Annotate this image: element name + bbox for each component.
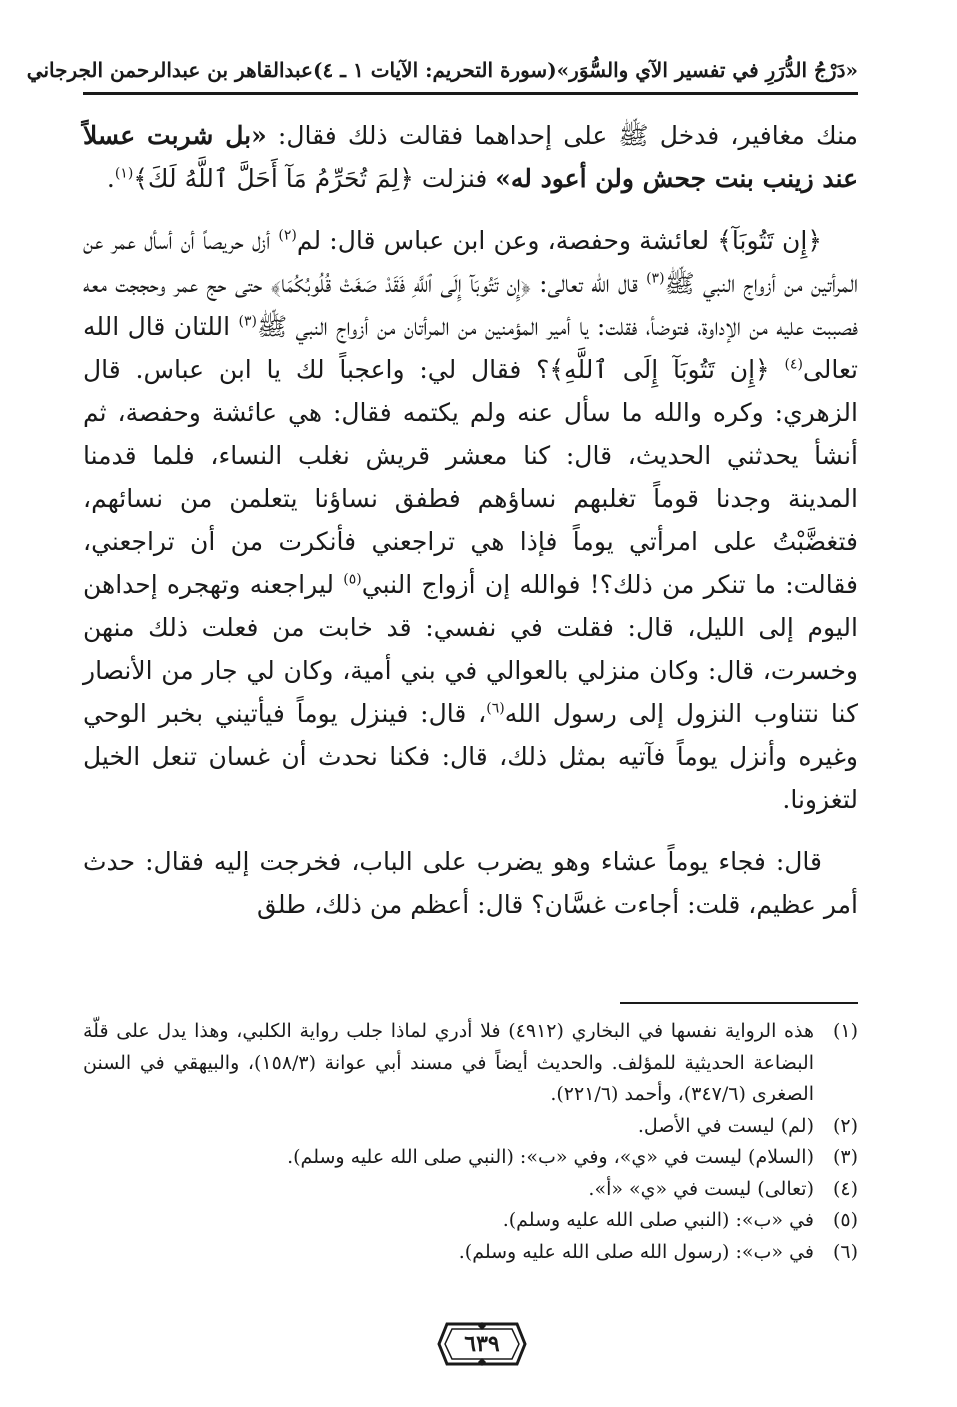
footnote-number: (٣): [832, 1146, 858, 1168]
p2-text-c: قال الله تعالى: ﴿إِن تَتُوبَآ إِلَى ٱللَّهِ فَقَدْ صَغَتْ قُلُوبُكُمَا﴾ حتى حج عمر وحججت معه فصببت عليه من الإداوة، فتوضأ، فقلت: يا أمير المؤمنين من المرأتان من أزواج النبي ﷺ: [83, 269, 858, 341]
author-name: عبدالقاهر بن عبدالرحمن الجرجاني: [26, 58, 313, 82]
footnote-1: [83, 1016, 858, 1111]
footnote-6: [83, 1237, 858, 1269]
header-rule: [83, 92, 858, 95]
page-number: ٦٣٩: [464, 1331, 500, 1357]
footnote-text: (لم) ليست في الأصل.: [637, 1114, 814, 1137]
book-title: «دَرْجُ الدُّرَرِ في تفسير الآي والسُّوَر»: [556, 58, 858, 82]
footnote-ref-1: (١): [114, 165, 134, 182]
footnotes: [83, 1016, 858, 1268]
footnote-text: في «ب»: (رسول الله صلى الله عليه وسلم).: [458, 1240, 814, 1263]
footnote-ref-4: (٤): [784, 356, 803, 373]
footnote-number: (٢): [832, 1114, 858, 1137]
p2-text-g: ، قال: فينزل يوماً فيأتيني بخبر الوحي وغيره وأنزل يوماً فآتيه بمثل ذلك، قال: فكنا نحدث أن غسان تنعل الخيل لتغزونا.: [83, 699, 858, 814]
p1-text-c: فنزلت ﴿لِمَ تُحَرِّمُ مَآ أَحَلَّ ٱللَّهُ لَكَ﴾: [133, 164, 496, 193]
p2-text-a: ﴿إِن تَتُوبَآ﴾ لعائشة وحفصة، وعن ابن عباس قال: لم: [296, 226, 822, 255]
footnote-text: هذه الرواية نفسها في البخاري (٤٩١٢) فلا أدري لماذا جلب رواية الكلبي، وهذا يدل على قلّة البضاعة الحديثية للمؤلف. والحديث أيضاً في مسند أبي عوانة (١٥٨/٣)، والبيهقي في السنن الصغرى (٣٤٧/٦)، وأحمد (٢٢١/٦).: [83, 1020, 814, 1105]
footnote-3: [83, 1142, 858, 1174]
p2-text-d: اللتان قال الله تعالى: [83, 312, 858, 384]
running-header: [26, 50, 858, 90]
paragraph-1: [83, 114, 858, 200]
page-number-ornament: [437, 1322, 527, 1366]
p2-text-e: ﴿إِن تَتُوبَآ إِلَى ٱللَّهِ﴾؟ فقال لي: واعجباً لك يا ابن عباس. قال الزهري: وكره والله ما سأل عنه ولم يكتمه فقال: هي عائشة وحفصة، ثم أنشأ يحدثني الحديث، قال: كنا معشر قريش نغلب النساء، فلما قدمنا المدينة وجدنا قوماً تغلبهم نساؤهم فطفق نساؤنا يتعلمن من نسائهم، فتغضَّبْتُ على امرأتي يوماً فإذا هي تراجعني فأنكرت من أن تراجعني، فقالت: ما تنكر من ذلك؟! فوالله إن أزواج النبي: [83, 355, 858, 599]
footnote-number: (٤): [832, 1177, 858, 1200]
footnote-text: في «ب»: (النبي صلى الله عليه وسلم).: [502, 1209, 814, 1231]
paragraph-2: [83, 219, 858, 821]
footnote-text: (تعالى) ليست في «ي» «أ».: [588, 1177, 814, 1200]
main-text: [83, 114, 858, 945]
footnote-ref-3b: (٣): [238, 313, 257, 330]
footnote-ref-2: (٢): [278, 227, 297, 244]
footnote-ref-3: (٣): [646, 270, 665, 287]
p2-text-b: أزل حريصاً أن أسأل عمر عن المرأتين من أزواج النبي ﷺ: [83, 226, 858, 298]
footnote-5: [83, 1205, 858, 1237]
footnote-rule: [620, 1002, 858, 1004]
footnote-4: [83, 1174, 858, 1206]
footnote-number: (١): [832, 1020, 858, 1042]
paragraph-3: قال: فجاء يوماً عشاء وهو يضرب على الباب، فخرجت إليه فقال: حدث أمر عظيم، قلت: أجاءت غسَّان؟ قال: أعظم من ذلك، طلق: [83, 847, 858, 919]
p2-text-f: ليراجعنه وتهجره إحداهن اليوم إلى الليل، قال: فقلت في نفسي: قد خابت من فعلت ذلك منهن وخسرت، قال: وكان منزلي بالعوالي في بني أمية، وكان لي جار من الأنصار كنا نتناوب النزول إلى رسول الله: [83, 570, 858, 728]
footnote-ref-5: (٥): [343, 571, 362, 588]
p1-text-d: .: [106, 164, 115, 193]
footnote-number: (٥): [832, 1209, 858, 1231]
p1-hadith-quote: «بل شربت عسلاً عند زينب بنت جحش ولن أعود له»: [83, 121, 858, 193]
footnote-ref-6: (٦): [486, 700, 505, 717]
footnote-text: (السلام) ليست في «ي»، وفي «ب»: (النبي صلى الله عليه وسلم).: [287, 1146, 814, 1168]
footnote-2: [83, 1111, 858, 1143]
footnote-number: (٦): [832, 1240, 858, 1263]
p1-text-a: منك مغافير، فدخل ﷺ على إحداهما فقالت ذلك فقال:: [266, 121, 858, 150]
surah-reference: (سورة التحريم: الآيات ١ ـ ٤): [312, 58, 557, 82]
